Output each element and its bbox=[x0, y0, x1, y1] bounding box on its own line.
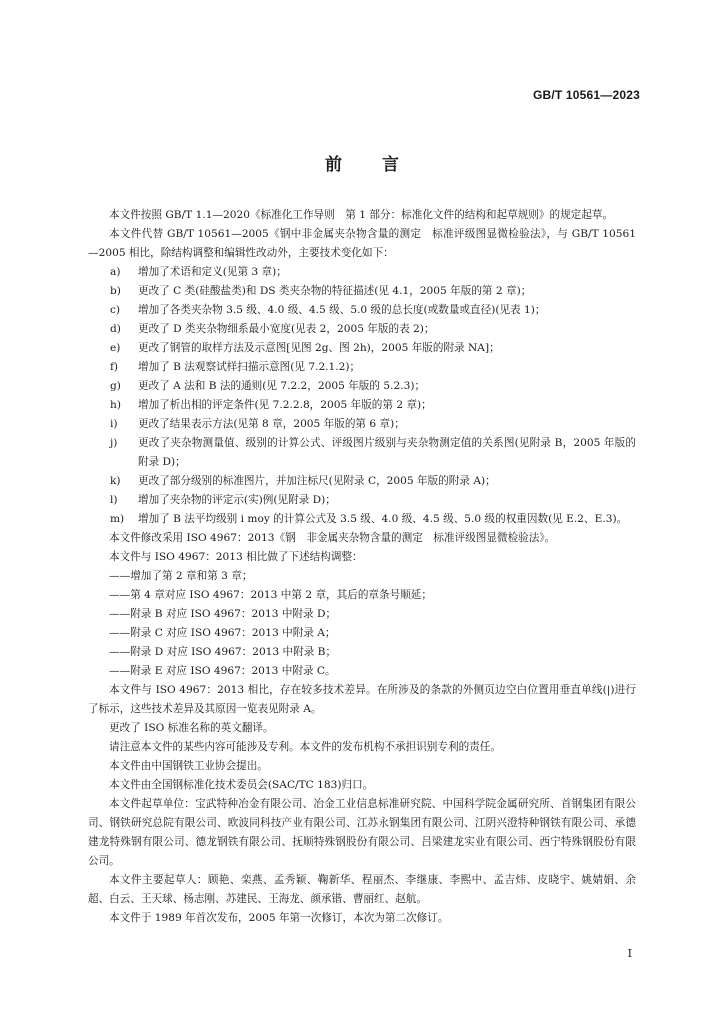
list-label: b) bbox=[110, 285, 121, 297]
paragraph: 本文件与 ISO 4967：2013 相比做了下述结构调整： bbox=[109, 551, 363, 563]
paragraph: 本文件按照 GB/T 1.1—2020《标准化工作导则 第 1 部分：标准化文件的结构和起草规则》的规定起草。 bbox=[109, 209, 614, 221]
list-label: c) bbox=[110, 304, 121, 316]
list-item bbox=[88, 339, 636, 358]
foreword-body bbox=[88, 206, 636, 928]
list-item: ——附录 B 对应 ISO 4967：2013 中附录 D； bbox=[109, 608, 337, 620]
paragraph: 本文件主要起草人：顾艳、栾燕、孟秀颖、鞠新华、程丽杰、李继康、李熙中、孟吉炜、皮晓宇、姚婧娟、余超、白云、王天球、杨志刚、苏建民、王海龙、颜承锴、曹丽红、赵航。 bbox=[88, 874, 636, 905]
paragraph: 本文件与 ISO 4967：2013 相比，存在较多技术差异。在所涉及的条款的外侧页边空白位置用垂直单线(|)进行了标示，这些技术差异及其原因一览表见附录 A。 bbox=[88, 684, 636, 715]
list-item: ——附录 E 对应 ISO 4967：2013 中附录 C。 bbox=[109, 665, 336, 677]
paragraph: 本文件于 1989 年首次发布，2005 年第一次修订，本次为第二次修订。 bbox=[109, 912, 449, 924]
list-text: 增加了夹杂物的评定示(实)例(见附录 D)； bbox=[138, 494, 336, 506]
list-text: 更改了夹杂物测量值、级别的计算公式、评级图片级别与夹杂物测定值的关系图(见附录 B，2005 年版的附录 D)； bbox=[138, 437, 636, 468]
list-label: g) bbox=[110, 380, 121, 392]
paragraph: 本文件修改采用 ISO 4967：2013《钢 非金属夹杂物含量的测定 标准评级图显微检验法》。 bbox=[109, 532, 556, 544]
list-item: ——附录 C 对应 ISO 4967：2013 中附录 A； bbox=[109, 627, 336, 639]
paragraph: 更改了 ISO 标准名称的英文翻译。 bbox=[109, 722, 274, 734]
paragraph: 本文件起草单位：宝武特种冶金有限公司、冶金工业信息标准研究院、中国科学院金属研究所、首钢集团有限公司、钢铁研究总院有限公司、欧波同科技产业有限公司、江苏永钢集团有限公司、江阴兴澄特种钢铁有限公司、承德建龙特殊钢有限公司、德龙钢铁有限公司、抚顺特殊钢股份有限公司、吕梁建龙实业有限公司、西宁特殊钢股份有限公司。 bbox=[88, 798, 636, 867]
list-text: 更改了部分级别的标准图片，并加注标尺(见附录 C，2005 年版的附录 A)； bbox=[138, 475, 496, 487]
list-item: ——增加了第 2 章和第 3 章； bbox=[109, 570, 253, 582]
list-text: 增加了 B 法平均级别 i moy 的计算公式及 3.5 级、4.0 级、4.5 级、5.0 级的权重因数(见 E.2、E.3)。 bbox=[138, 513, 628, 525]
list-text: 增加了术语和定义(见第 3 章)； bbox=[138, 266, 287, 278]
list-item bbox=[88, 282, 636, 301]
change-list bbox=[88, 263, 636, 529]
list-label: j) bbox=[110, 437, 118, 449]
list-text: 更改了 C 类(硅酸盐类)和 DS 类夹杂物的特征描述(见 4.1，2005 年版的第 2 章)； bbox=[138, 285, 532, 297]
list-item bbox=[88, 510, 636, 529]
paragraph: 本文件由全国钢标准化技术委员会(SAC/TC 183)归口。 bbox=[109, 779, 374, 791]
list-item: ——第 4 章对应 ISO 4967：2013 中第 2 章，其后的章条号顺延； bbox=[109, 589, 432, 601]
list-text: 更改了结果表示方法(见第 8 章，2005 年版的第 6 章)； bbox=[138, 418, 405, 430]
list-label: a) bbox=[110, 266, 121, 278]
paragraph: 本文件代替 GB/T 10561—2005《钢中非金属夹杂物含量的测定 标准评级图显微检验法》，与 GB/T 10561—2005 相比，除结构调整和编辑性改动外，主要技术变化如下： bbox=[88, 228, 636, 259]
list-text: 更改了 A 法和 B 法的通则(见 7.2.2，2005 年版的 5.2.3)； bbox=[138, 380, 426, 392]
list-item bbox=[88, 301, 636, 320]
list-item bbox=[88, 396, 636, 415]
list-label: f) bbox=[110, 361, 119, 373]
standard-number: GB/T 10561—2023 bbox=[532, 88, 640, 102]
list-item bbox=[88, 472, 636, 491]
list-item bbox=[88, 491, 636, 510]
list-item bbox=[88, 434, 636, 472]
list-label: m) bbox=[110, 513, 125, 525]
list-text: 增加了析出相的评定条件(见 7.2.2.8，2005 年版的第 2 章)； bbox=[138, 399, 432, 411]
list-label: k) bbox=[110, 475, 121, 487]
list-text: 增加了 B 法观察试样扫描示意图(见 7.2.1.2)； bbox=[138, 361, 361, 373]
list-label: i) bbox=[110, 418, 118, 430]
list-text: 更改了钢管的取样方法及示意图[见图 2g、图 2h)，2005 年版的附录 NA]； bbox=[138, 342, 500, 354]
page-title: 前言 bbox=[325, 155, 439, 175]
paragraph: 本文件由中国钢铁工业协会提出。 bbox=[109, 760, 268, 772]
list-item: ——附录 D 对应 ISO 4967：2013 中附录 B； bbox=[109, 646, 337, 658]
list-item bbox=[88, 377, 636, 396]
paragraph: 请注意本文件的某些内容可能涉及专利。本文件的发布机构不承担识别专利的责任。 bbox=[109, 741, 501, 753]
structure-list bbox=[88, 567, 636, 681]
list-label: h) bbox=[110, 399, 121, 411]
list-label: l) bbox=[110, 494, 118, 506]
page-number: I bbox=[627, 947, 632, 960]
list-label: d) bbox=[110, 323, 121, 335]
list-item bbox=[88, 415, 636, 434]
list-text: 增加了各类夹杂物 3.5 级、4.0 级、4.5 级、5.0 级的总长度(或数量或直径)(见表 1)； bbox=[138, 304, 546, 316]
list-text: 更改了 D 类夹杂物细系最小宽度(见表 2，2005 年版的表 2)； bbox=[138, 323, 435, 335]
list-item bbox=[88, 263, 636, 282]
list-item bbox=[88, 320, 636, 339]
list-label: e) bbox=[110, 342, 121, 354]
list-item bbox=[88, 358, 636, 377]
